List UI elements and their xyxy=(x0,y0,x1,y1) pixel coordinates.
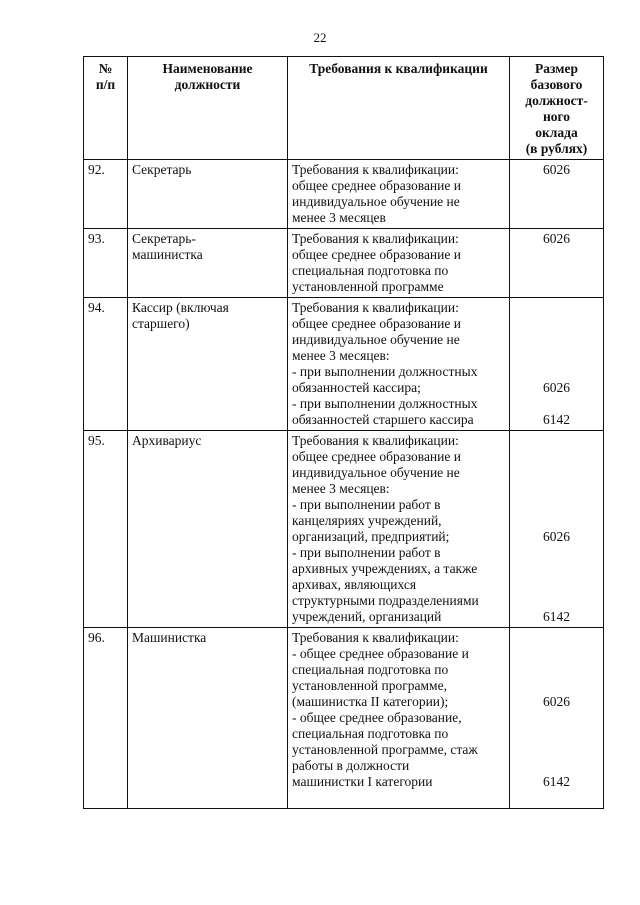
requirement-line: организаций, предприятий; xyxy=(292,529,450,544)
requirement-line: - общее среднее образование и xyxy=(292,646,469,661)
salary-value: 6026 xyxy=(543,231,570,246)
qualification-requirements xyxy=(288,431,510,628)
requirement-line: Требования к квалификации: xyxy=(292,630,459,645)
position-name-line: Секретарь xyxy=(132,162,192,177)
requirement-line: - при выполнении должностных xyxy=(292,364,478,379)
requirement-line: специальная подготовка по xyxy=(292,662,449,677)
requirement-line: архивных учреждениях, а также xyxy=(292,561,478,576)
requirement-line: структурными подразделениями xyxy=(292,593,479,608)
requirement-line: менее 3 месяцев: xyxy=(292,481,390,496)
requirement-line: машинистки I категории xyxy=(292,774,433,789)
row-number: 95. xyxy=(84,431,128,628)
qualification-requirements xyxy=(288,628,510,809)
position-name xyxy=(128,229,288,298)
qualification-requirements xyxy=(288,229,510,298)
position-name-line: машинистка xyxy=(132,247,203,262)
requirement-line: учреждений, организаций xyxy=(292,609,442,624)
requirement-line: работы в должности xyxy=(292,758,410,773)
header-number: № п/п xyxy=(84,57,128,160)
requirement-line: - общее среднее образование, xyxy=(292,710,462,725)
table-row xyxy=(84,628,604,809)
position-name xyxy=(128,431,288,628)
table-body xyxy=(84,160,604,809)
requirement-line: специальная подготовка по xyxy=(292,263,449,278)
salary-value: 6142 xyxy=(543,609,570,624)
salary-value: 6142 xyxy=(543,412,570,427)
salary-value: 6026 xyxy=(543,162,570,177)
page-number: 22 xyxy=(313,30,327,45)
requirement-line: (машинистка II категории); xyxy=(292,694,449,709)
requirement-line: обязанностей кассира; xyxy=(292,380,421,395)
requirement-line: менее 3 месяцев: xyxy=(292,348,390,363)
requirement-line: архивах, являющихся xyxy=(292,577,417,592)
table-row xyxy=(84,431,604,628)
requirement-line: менее 3 месяцев xyxy=(292,210,386,225)
requirement-line: Требования к квалификации: xyxy=(292,162,459,177)
table-header-row xyxy=(84,57,604,160)
requirement-line: специальная подготовка по xyxy=(292,726,449,741)
requirement-line: канцеляриях учреждений, xyxy=(292,513,442,528)
requirement-line: - при выполнении работ в xyxy=(292,497,441,512)
requirement-line: установленной программе xyxy=(292,279,444,294)
requirement-line: установленной программе, стаж xyxy=(292,742,478,757)
salary-cell xyxy=(510,160,604,229)
qualification-requirements xyxy=(288,160,510,229)
salary-value: 6142 xyxy=(543,774,570,789)
qualification-requirements xyxy=(288,298,510,431)
position-name xyxy=(128,298,288,431)
requirement-line: индивидуальное обучение не xyxy=(292,332,460,347)
row-number: 94. xyxy=(84,298,128,431)
table-row xyxy=(84,160,604,229)
salary-value: 6026 xyxy=(543,380,570,395)
position-name-line: Архивариус xyxy=(132,433,202,448)
requirement-line: общее среднее образование и xyxy=(292,247,461,262)
row-number: 93. xyxy=(84,229,128,298)
salary-cell xyxy=(510,628,604,809)
header-position-name: Наименование должности xyxy=(128,57,288,160)
requirement-line: индивидуальное обучение не xyxy=(292,465,460,480)
requirement-line: общее среднее образование и xyxy=(292,449,461,464)
position-name xyxy=(128,628,288,809)
table-row xyxy=(84,229,604,298)
row-number: 96. xyxy=(84,628,128,809)
table-row xyxy=(84,298,604,431)
salary-value: 6026 xyxy=(543,694,570,709)
requirement-line: установленной программе, xyxy=(292,678,447,693)
requirement-line: Требования к квалификации: xyxy=(292,433,459,448)
position-name xyxy=(128,160,288,229)
row-number: 92. xyxy=(84,160,128,229)
qualification-table xyxy=(83,56,604,809)
salary-value: 6026 xyxy=(543,529,570,544)
requirement-line: Требования к квалификации: xyxy=(292,231,459,246)
header-requirements: Требования к квалификации xyxy=(288,57,510,160)
requirement-line: - при выполнении работ в xyxy=(292,545,441,560)
blank-line xyxy=(292,790,505,806)
position-name-line: Кассир (включая xyxy=(132,300,229,315)
salary-cell xyxy=(510,298,604,431)
salary-cell xyxy=(510,431,604,628)
requirement-line: общее среднее образование и xyxy=(292,178,461,193)
requirement-line: - при выполнении должностных xyxy=(292,396,478,411)
position-name-line: Машинистка xyxy=(132,630,207,645)
requirement-line: обязанностей старшего кассира xyxy=(292,412,474,427)
requirement-line: индивидуальное обучение не xyxy=(292,194,460,209)
salary-cell xyxy=(510,229,604,298)
position-name-line: Секретарь- xyxy=(132,231,196,246)
requirement-line: общее среднее образование и xyxy=(292,316,461,331)
requirement-line: Требования к квалификации: xyxy=(292,300,459,315)
header-salary: Размер базового должност- ного оклада (в рублях) xyxy=(510,57,604,160)
position-name-line: старшего) xyxy=(132,316,190,331)
